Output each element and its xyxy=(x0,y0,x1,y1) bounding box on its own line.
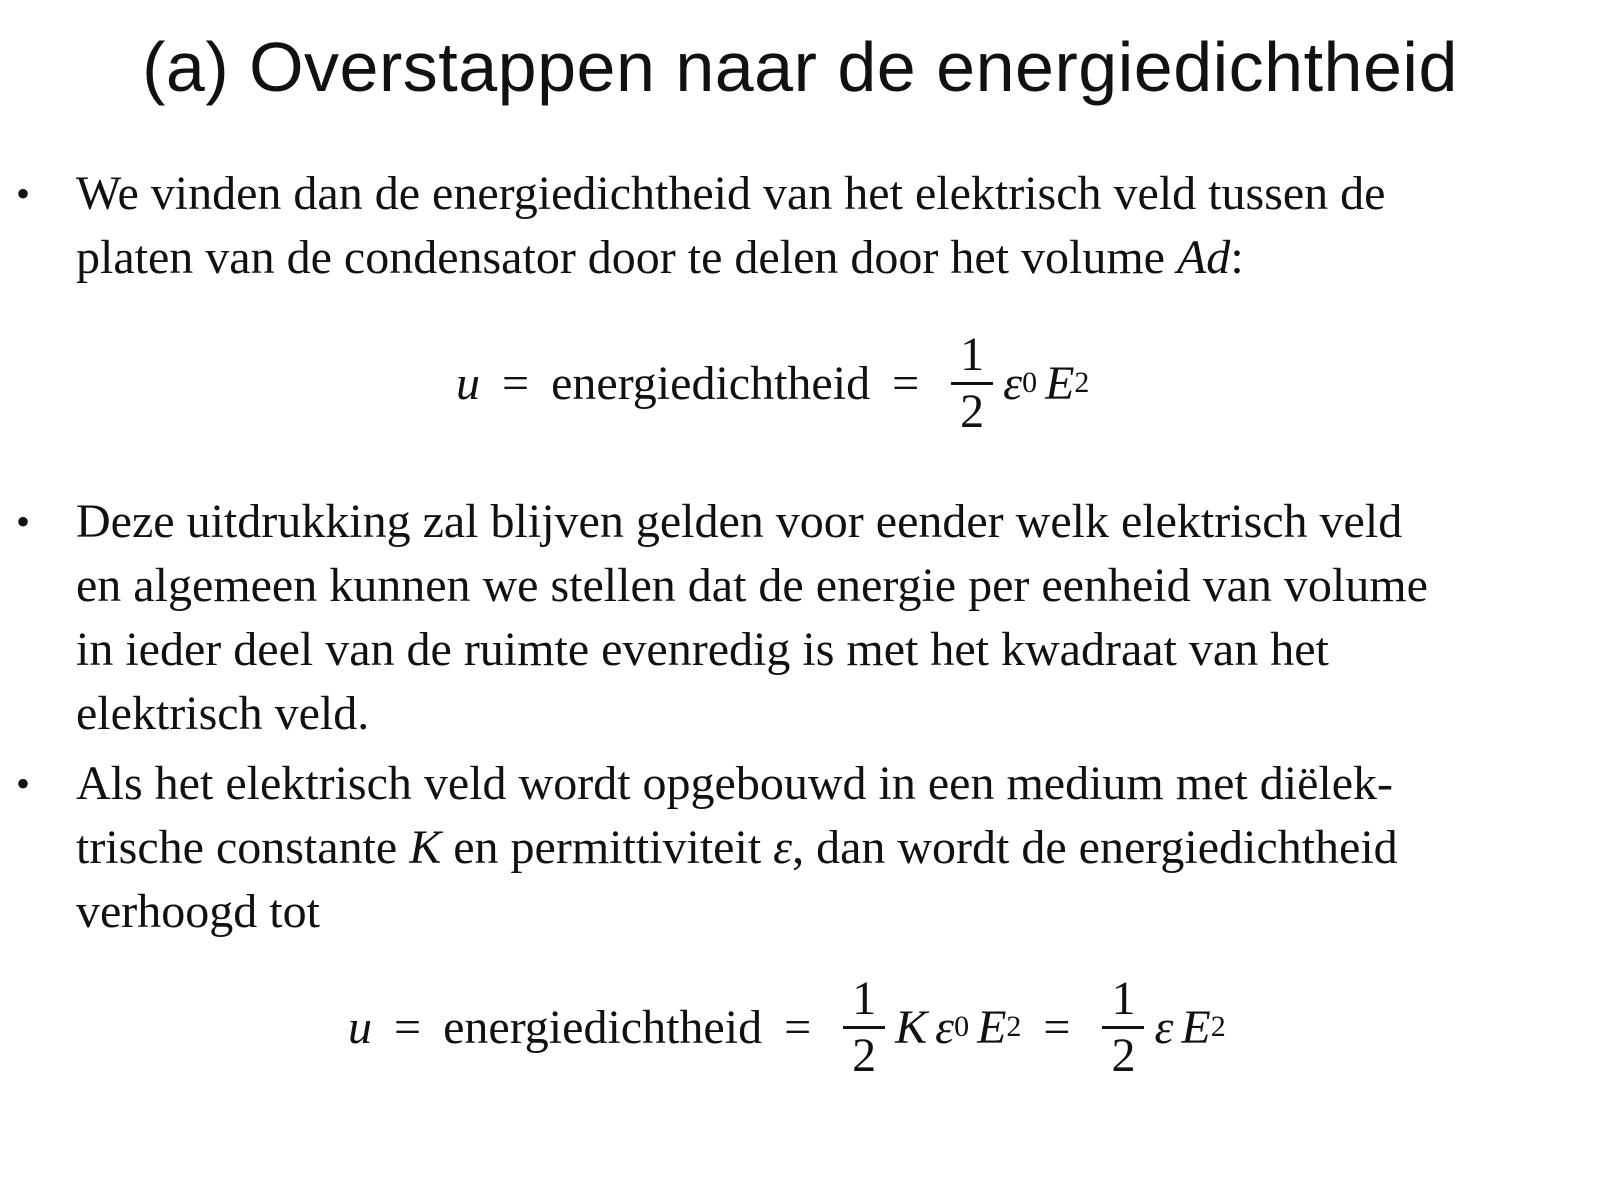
equals-sign: = xyxy=(394,1000,422,1054)
equals-sign: = xyxy=(784,1000,812,1054)
text-line: Deze uitdrukking zal blijven gelden voor eender welk elektrisch veld xyxy=(76,495,1403,548)
fraction-numerator: 1 xyxy=(852,971,877,1025)
math-variable: Ad xyxy=(1176,231,1231,284)
text-line: elektrisch veld. xyxy=(76,687,370,740)
text-line-part: en permittiviteit xyxy=(441,821,774,874)
fraction-one-half xyxy=(1102,972,1144,1083)
math-variable-epsilon: ε xyxy=(773,821,793,874)
equals-sign: = xyxy=(1043,1000,1071,1054)
text-line: verhoogd tot xyxy=(76,885,320,938)
text-line xyxy=(76,816,1596,880)
fraction-numerator: 1 xyxy=(1111,971,1136,1025)
text-line: en algemeen kunnen we stellen dat de energie per eenheid van volume xyxy=(76,559,1428,612)
math-variable-E: E xyxy=(1181,1000,1211,1054)
text-line-part: trische constante xyxy=(76,821,410,874)
bullet-text xyxy=(76,752,1596,944)
text-line: in ieder deel van de ruimte evenredig is met het kwadraat van het xyxy=(76,623,1329,676)
text-line xyxy=(76,226,1596,290)
math-variable-u: u xyxy=(348,1000,372,1054)
fraction-numerator: 1 xyxy=(960,327,985,381)
text-line-part: , dan wordt de energiedichtheid xyxy=(792,821,1398,874)
page-title: (a) Overstappen naar de energiedichtheid xyxy=(142,28,1458,106)
bullet-text xyxy=(76,490,1596,746)
equation-word: energiedichtheid xyxy=(443,1000,763,1054)
fraction-denominator: 2 xyxy=(852,1028,877,1082)
fraction-one-half xyxy=(843,972,885,1083)
equation-energy-density-dielectric: u = energiedichtheid = $\frac{1}{2}$ K ε 0 E 2 = $\frac{1}{2}$ ε E 2 xyxy=(348,971,1226,1082)
equation-energy-density: u = energiedichtheid = $\frac{1}{2}$ ε 0 E 2 xyxy=(456,327,1090,438)
fraction-denominator: 2 xyxy=(1111,1028,1136,1082)
math-variable-epsilon: ε xyxy=(1003,356,1023,410)
math-variable-epsilon: ε xyxy=(935,1000,955,1054)
math-variable-E: E xyxy=(977,1000,1007,1054)
math-variable-u: u xyxy=(456,356,480,410)
bullet-dot: • xyxy=(16,171,31,216)
math-variable-epsilon: ε xyxy=(1154,1000,1174,1054)
bullet-dot: • xyxy=(16,499,31,544)
text-line-part: platen van de condensator door te delen door het volume xyxy=(76,231,1177,284)
fraction-one-half xyxy=(951,328,993,439)
math-variable-K: K xyxy=(895,1000,928,1054)
math-variable-K: K xyxy=(409,821,442,874)
math-variable-E: E xyxy=(1045,356,1075,410)
bullet-text xyxy=(76,162,1596,290)
fraction-denominator: 2 xyxy=(960,384,985,438)
equals-sign: = xyxy=(892,356,920,410)
equals-sign: = xyxy=(502,356,530,410)
equation-word: energiedichtheid xyxy=(551,356,871,410)
text-line: Als het elektrisch veld wordt opgebouwd in een medium met diëlek- xyxy=(76,757,1393,810)
text-line: We vinden dan de energiedichtheid van het elektrisch veld tussen de xyxy=(76,167,1386,220)
punctuation: : xyxy=(1230,231,1244,284)
bullet-dot: • xyxy=(16,761,31,806)
